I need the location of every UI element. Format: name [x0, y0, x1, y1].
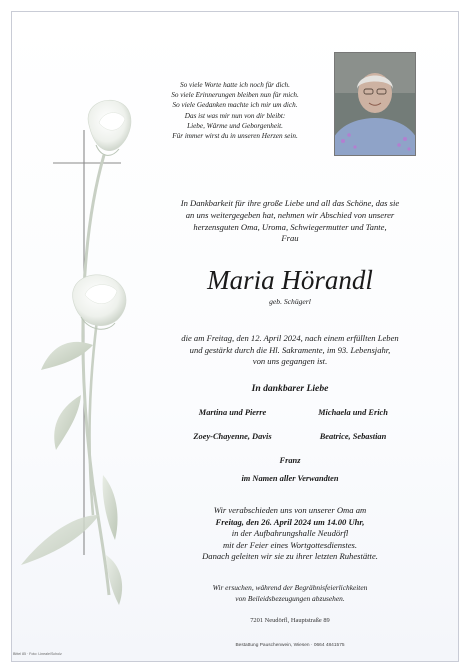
intro-line: herzensguten Oma, Uroma, Schwiegermutter und Tante,	[193, 221, 387, 232]
poem-line: Für immer wirst du in unseren Herzen sein.	[172, 132, 298, 141]
poem-line: Das ist was mir nun von dir bleibt:	[184, 111, 286, 120]
request-line: von Beileidsbezeugungen abzusehen.	[235, 593, 345, 603]
footnote: Bittel 85 · Foto: Lineale/Scholz	[13, 652, 62, 656]
funeral-line: mit der Feier eines Wortgottesdienstes.	[222, 539, 358, 550]
funeral-line: Wir verabschieden uns von unserer Oma am	[213, 505, 367, 515]
mourner-entry: Beatrice, Sebastian	[319, 432, 387, 441]
passing-line: und gestärkt durch die Hl. Sakramente, im 93. Lebensjahr,	[189, 344, 391, 355]
roses-with-cross-illustration	[11, 95, 161, 615]
mourner-entry: Zoey-Chayenne, Davis	[193, 432, 272, 441]
funeral-date: Freitag, den 26. April 2024 um 14.00 Uhr,	[215, 516, 365, 527]
white-rose-middle-icon	[73, 275, 127, 329]
memorial-poem	[150, 80, 320, 141]
funeral-line: in der Aufbahrungshalle Neudörfl	[231, 528, 349, 539]
mourners-heading: In dankbarer Liebe	[251, 383, 329, 394]
intro-line: an uns weitergegeben hat, nehmen wir Abschied von unserer	[185, 209, 395, 220]
undertaker-info: Bestattung Pauschenwein, Wiesen · 0664 4841575	[235, 643, 345, 648]
poem-line: So viele Worte hatte ich noch für dich.	[180, 81, 290, 89]
poem-line: Liebe, Wärme und Geborgenheit.	[187, 121, 283, 130]
intro-line: Frau	[281, 233, 299, 244]
address: 7201 Neudörfl, Hauptstraße 89	[250, 617, 330, 624]
mourner-entry: Franz	[279, 456, 301, 465]
intro-line: In Dankbarkeit für ihre große Liebe und all das Schöne, das sie	[180, 198, 400, 208]
funeral-details	[145, 505, 435, 563]
passing-text	[145, 333, 435, 368]
poem-line: So viele Erinnerungen bleiben nun für mich.	[171, 91, 299, 100]
mourners-closing: im Namen aller Verwandten	[241, 474, 339, 483]
portrait-photo	[334, 52, 416, 156]
mourner-entry: Martina und Pierre	[198, 408, 267, 417]
birth-name: geb. Schügerl	[269, 297, 311, 306]
mourner-entry: Michaela und Erich	[318, 408, 388, 417]
deceased-name: Maria Hörandl	[207, 265, 373, 295]
passing-line: von uns gegangen ist.	[252, 356, 328, 367]
white-rose-top-icon	[88, 100, 131, 155]
poem-line: So viele Gedanken machte ich mir um dich.	[172, 101, 298, 110]
request-line: Wir ersuchen, während der Begräbnisfeierlichkeiten	[212, 583, 368, 592]
passing-line: die am Freitag, den 12. April 2024, nach einem erfüllten Leben	[181, 333, 399, 343]
funeral-line: Danach geleiten wir sie zu ihrer letzten Ruhestätte.	[202, 551, 378, 562]
condolence-request	[150, 583, 430, 604]
intro-text	[150, 198, 430, 245]
